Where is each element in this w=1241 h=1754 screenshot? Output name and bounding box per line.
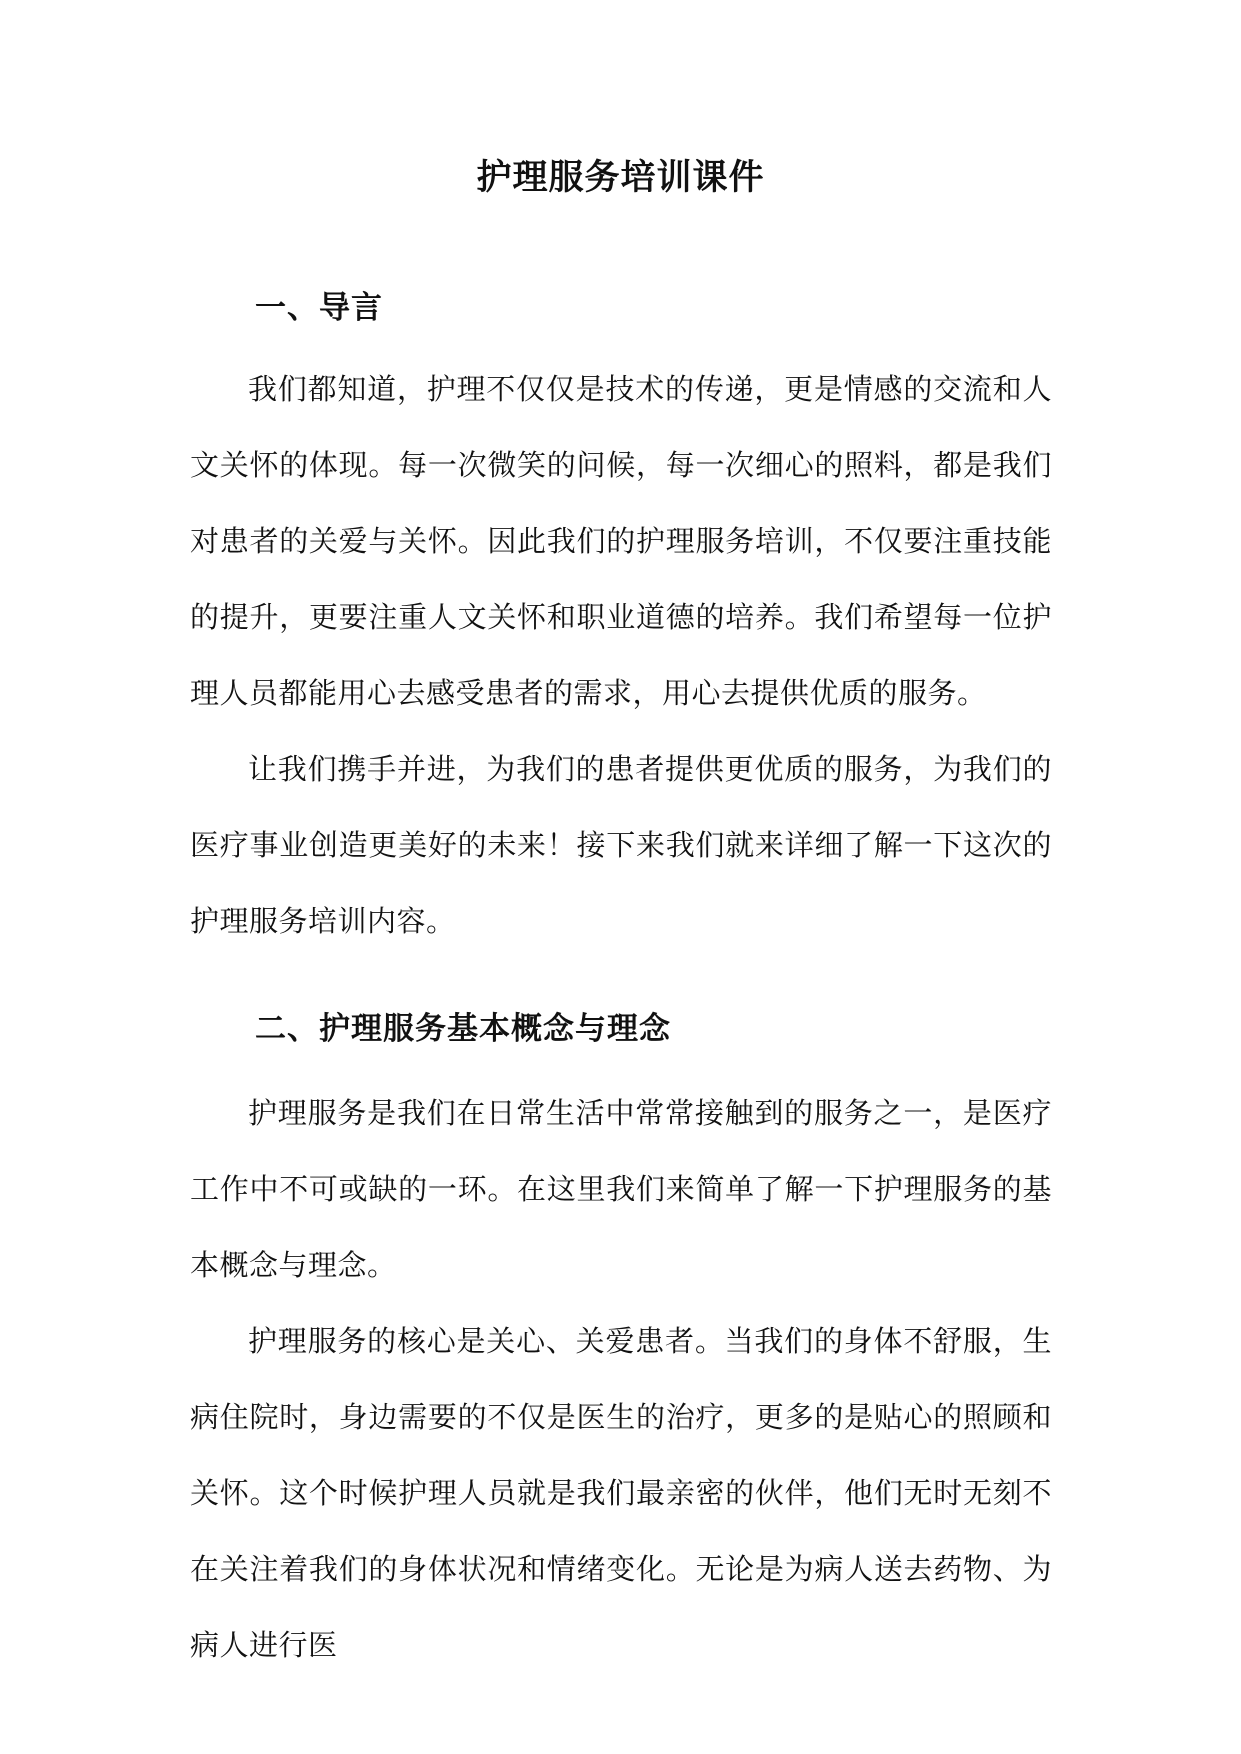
document-title: 护理服务培训课件 xyxy=(476,158,765,198)
section-heading-concepts: 二、护理服务基本概念与理念 xyxy=(255,1011,671,1047)
paragraph: 我们都知道，护理不仅仅是技术的传递，更是情感的交流和人文关怀的体现。每一次微笑的问候，每一次细心的照料，都是我们对患者的关爱与关怀。因此我们的护理服务培训，不仅要注重技能的提升，更要注重人文关怀和职业道德的培养。我们希望每一位护理人员都能用心去感受患者的需求，用心去提供优质的服务。 xyxy=(190,372,1052,710)
paragraph: 让我们携手并进，为我们的患者提供更优质的服务，为我们的医疗事业创造更美好的未来！接下来我们就来详细了解一下这次的护理服务培训内容。 xyxy=(190,752,1052,938)
section-heading-introduction: 一、导言 xyxy=(255,290,383,326)
paragraph: 护理服务的核心是关心、关爱患者。当我们的身体不舒服，生病住院时，身边需要的不仅是医生的治疗，更多的是贴心的照顾和关怀。这个时候护理人员就是我们最亲密的伙伴，他们无时无刻不在关注着我们的身体状况和情绪变化。无论是为病人送去药物、为病人进行医 xyxy=(190,1324,1052,1662)
paragraph: 护理服务是我们在日常生活中常常接触到的服务之一，是医疗工作中不可或缺的一环。在这里我们来简单了解一下护理服务的基本概念与理念。 xyxy=(190,1096,1052,1282)
